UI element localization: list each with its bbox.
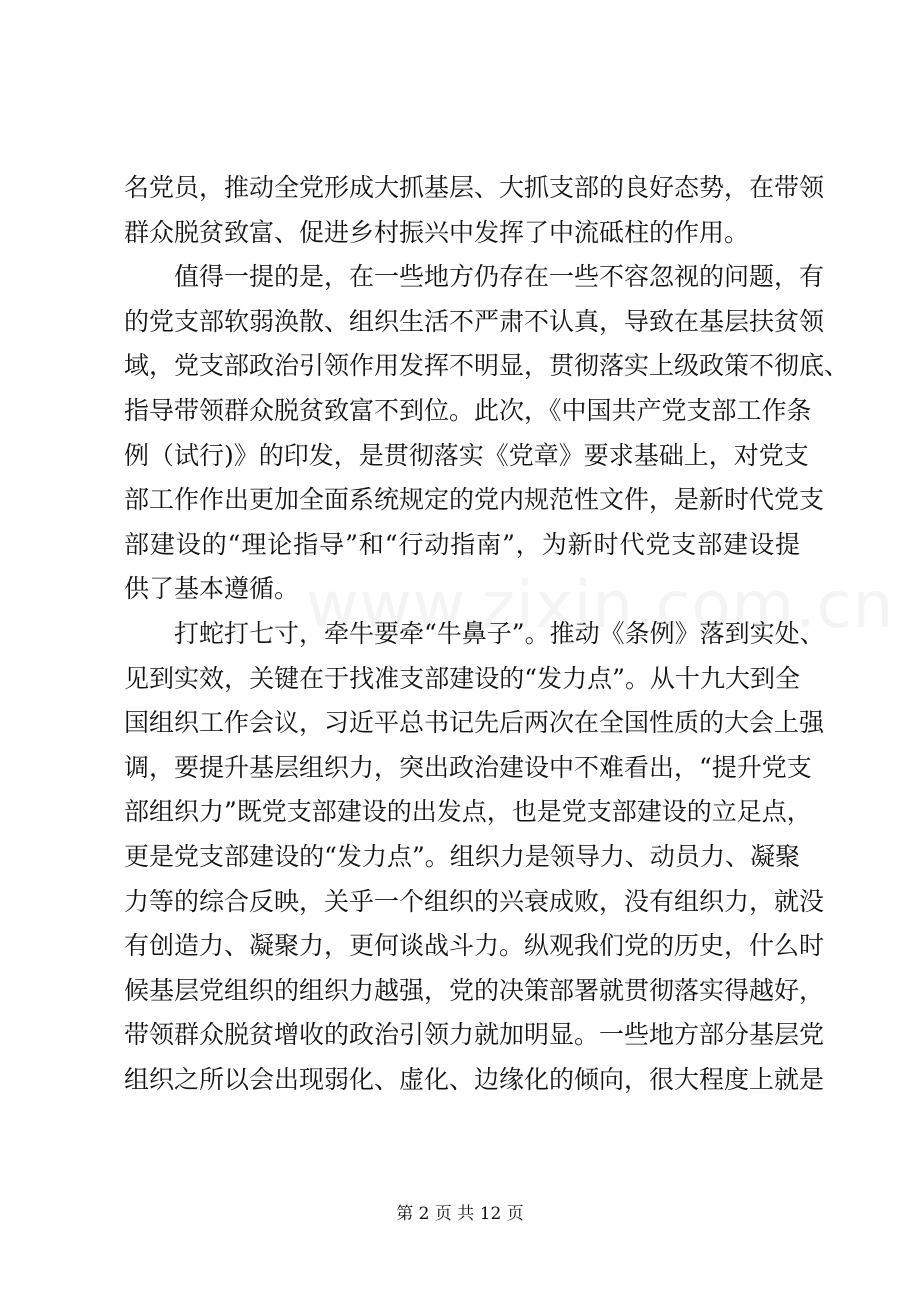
body-line: 有创造力、凝聚力，更何谈战斗力。纵观我们党的历史，什么时 [124,931,825,961]
body-line: 例（试行)》的印发，是贯彻落实《党章》要求基础上，对党支 [124,440,809,470]
body-line: 国组织工作会议，习近平总书记先后两次在全国性质的大会上强 [124,708,825,738]
body-line: 的党支部软弱涣散、组织生活不严肃不认真，导致在基层扶贫领 [124,306,825,336]
body-line: 部建设的“理论指导”和“行动指南”，为新时代党支部建设提 [124,529,800,559]
page-footer: 第 2 页 共 12 页 [396,1204,524,1224]
body-line: 域，党支部政治引领作用发挥不明显，贯彻落实上级政策不彻底、 [124,351,850,381]
body-line: 打蛇打七寸，牵牛要牵“牛鼻子”。推动《条例》落到实处、 [124,619,825,648]
body-line: 名党员，推动全党形成大抓基层、大抓支部的良好态势，在带领 [124,173,825,202]
body-line: 见到实效，关键在于找准支部建设的“发力点”。从十九大到全 [124,663,800,693]
body-line: 组织之所以会出现弱化、虚化、边缘化的倾向，很大程度上就是 [124,1065,825,1094]
body-line: 部工作作出更加全面系统规定的党内规范性文件，是新时代党支 [124,485,825,515]
body-line: 部组织力”既党支部建设的出发点，也是党支部建设的立足点， [124,797,812,827]
body-line: 供了基本遵循。 [124,574,300,604]
body-line: 群众脱贫致富、促进乡村振兴中发挥了中流砥柱的作用。 [124,217,750,247]
body-line: 值得一提的是，在一些地方仍存在一些不容忽视的问题，有 [124,262,825,292]
body-line: 指导带领群众脱贫致富不到位。此次，《中国共产党支部工作条 [124,396,812,425]
body-line: 候基层党组织的组织力越强，党的决策部署就贯彻落实得越好， [124,975,825,1005]
body-line: 更是党支部建设的“发力点”。组织力是领导力、动员力、凝聚 [124,842,800,871]
body-line: 带领群众脱贫增收的政治引领力就加明显。一些地方部分基层党 [124,1020,825,1050]
body-line: 力等的综合反映，关乎一个组织的兴衰成败，没有组织力，就没 [124,886,825,916]
body-line: 调，要提升基层组织力，突出政治建设中不难看出，“提升党支 [124,752,812,782]
